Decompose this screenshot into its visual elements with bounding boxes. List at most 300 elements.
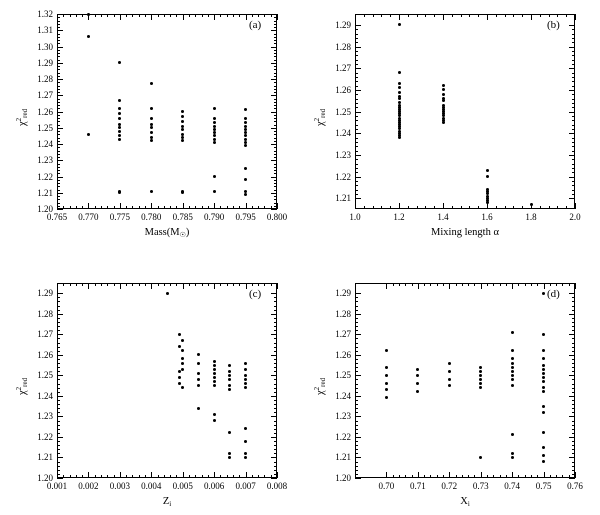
panel-label: (c)	[249, 288, 262, 300]
y-minor-tick	[57, 180, 60, 181]
x-minor-tick	[176, 475, 177, 478]
y-axis-label: $\chi^2_{red}$	[15, 108, 29, 126]
y-minor-tick	[355, 379, 358, 380]
y-minor-tick	[355, 408, 358, 409]
x-tick	[386, 472, 387, 478]
y-minor-tick	[355, 64, 358, 65]
x-minor-tick	[252, 475, 253, 478]
x-minor-tick	[220, 206, 221, 209]
x-tick	[151, 203, 152, 209]
y-tick-label: 1.23	[37, 155, 53, 166]
y-minor-tick	[355, 142, 358, 143]
x-tick	[277, 472, 278, 478]
panel-label: (b)	[547, 19, 560, 31]
y-minor-tick	[572, 449, 575, 450]
y-tick	[57, 293, 63, 294]
y-minor-tick	[274, 203, 277, 204]
y-minor-tick	[274, 27, 277, 28]
y-minor-tick	[57, 338, 60, 339]
x-minor-tick	[381, 206, 382, 209]
y-minor-tick	[274, 183, 277, 184]
x-minor-tick	[474, 475, 475, 478]
y-tick	[355, 25, 361, 26]
y-tick	[271, 177, 277, 178]
y-tick-label: 1.26	[335, 349, 351, 360]
y-minor-tick	[355, 367, 358, 368]
data-point	[542, 372, 545, 375]
x-tick-label: 1.0	[349, 212, 361, 222]
y-minor-tick	[274, 322, 277, 323]
x-minor-tick	[393, 475, 394, 478]
y-minor-tick	[274, 105, 277, 106]
y-tick	[355, 112, 361, 113]
y-tick	[271, 293, 277, 294]
x-minor-tick	[474, 283, 475, 286]
y-minor-tick	[274, 412, 277, 413]
y-minor-tick	[274, 392, 277, 393]
x-tick-label: 0.007	[235, 481, 256, 491]
y-minor-tick	[355, 359, 358, 360]
x-minor-tick	[549, 206, 550, 209]
x-minor-tick	[63, 206, 64, 209]
y-tick	[271, 355, 277, 356]
y-minor-tick	[57, 86, 60, 87]
y-minor-tick	[572, 404, 575, 405]
x-tick	[183, 14, 184, 20]
x-tick-label: 0.795	[235, 212, 256, 222]
y-minor-tick	[274, 92, 277, 93]
x-minor-tick	[537, 475, 538, 478]
y-tick	[271, 437, 277, 438]
x-minor-tick	[101, 283, 102, 286]
x-tick-label: 0.005	[172, 481, 193, 491]
x-minor-tick	[227, 206, 228, 209]
y-minor-tick	[355, 164, 358, 165]
x-tick	[355, 203, 356, 209]
y-tick	[355, 293, 361, 294]
y-minor-tick	[355, 125, 358, 126]
data-point	[442, 84, 445, 87]
y-minor-tick	[572, 29, 575, 30]
x-minor-tick	[496, 206, 497, 209]
x-minor-tick	[556, 475, 557, 478]
y-minor-tick	[572, 400, 575, 401]
x-minor-tick	[417, 206, 418, 209]
x-tick	[544, 472, 545, 478]
y-minor-tick	[57, 190, 60, 191]
y-tick	[271, 95, 277, 96]
x-minor-tick	[82, 283, 83, 286]
data-point	[442, 99, 445, 102]
x-minor-tick	[63, 14, 64, 17]
data-point	[398, 97, 401, 100]
y-minor-tick	[274, 86, 277, 87]
x-minor-tick	[101, 475, 102, 478]
y-minor-tick	[57, 359, 60, 360]
y-minor-tick	[274, 347, 277, 348]
x-minor-tick	[145, 206, 146, 209]
data-point	[511, 349, 514, 352]
y-tick-label: 1.27	[37, 90, 53, 101]
y-minor-tick	[572, 351, 575, 352]
y-minor-tick	[57, 379, 60, 380]
data-point	[486, 175, 489, 178]
x-minor-tick	[95, 206, 96, 209]
x-minor-tick	[443, 475, 444, 478]
data-point	[448, 378, 451, 381]
y-minor-tick	[572, 326, 575, 327]
y-minor-tick	[355, 172, 358, 173]
y-tick-label: 1.21	[335, 193, 351, 204]
y-tick-label: 1.24	[37, 139, 53, 149]
y-minor-tick	[355, 38, 358, 39]
x-minor-tick	[158, 206, 159, 209]
y-minor-tick	[57, 37, 60, 38]
y-minor-tick	[274, 89, 277, 90]
x-minor-tick	[208, 206, 209, 209]
y-minor-tick	[274, 306, 277, 307]
y-minor-tick	[274, 466, 277, 467]
y-minor-tick	[572, 60, 575, 61]
y-minor-tick	[57, 400, 60, 401]
y-minor-tick	[274, 196, 277, 197]
y-minor-tick	[274, 330, 277, 331]
y-minor-tick	[57, 429, 60, 430]
y-minor-tick	[572, 392, 575, 393]
y-minor-tick	[57, 173, 60, 174]
y-minor-tick	[572, 412, 575, 413]
y-tick	[355, 198, 361, 199]
y-minor-tick	[274, 338, 277, 339]
y-minor-tick	[274, 388, 277, 389]
x-axis-label: Mixing length α	[431, 227, 499, 238]
y-minor-tick	[572, 55, 575, 56]
y-tick	[355, 396, 361, 397]
data-point	[213, 419, 216, 422]
y-minor-tick	[572, 64, 575, 65]
x-minor-tick	[434, 14, 435, 17]
y-tick	[271, 47, 277, 48]
data-point	[398, 136, 401, 139]
x-minor-tick	[107, 206, 108, 209]
y-minor-tick	[572, 363, 575, 364]
y-tick	[355, 133, 361, 134]
y-minor-tick	[57, 76, 60, 77]
y-minor-tick	[572, 86, 575, 87]
y-minor-tick	[57, 392, 60, 393]
x-tick	[399, 203, 400, 209]
y-minor-tick	[572, 379, 575, 380]
x-tick	[512, 472, 513, 478]
y-minor-tick	[57, 138, 60, 139]
y-minor-tick	[274, 118, 277, 119]
y-minor-tick	[355, 371, 358, 372]
y-tick	[355, 90, 361, 91]
data-point	[398, 86, 401, 89]
y-minor-tick	[355, 60, 358, 61]
x-tick	[151, 14, 152, 20]
x-minor-tick	[101, 206, 102, 209]
x-minor-tick	[164, 206, 165, 209]
y-axis-label: $\chi^2_{red}$	[15, 377, 29, 395]
x-tick	[246, 14, 247, 20]
y-minor-tick	[355, 159, 358, 160]
y-minor-tick	[355, 351, 358, 352]
x-tick	[151, 283, 152, 289]
y-minor-tick	[274, 141, 277, 142]
y-minor-tick	[572, 338, 575, 339]
y-minor-tick	[274, 367, 277, 368]
y-minor-tick	[57, 60, 60, 61]
data-point	[213, 360, 216, 363]
y-tick	[57, 144, 63, 145]
x-minor-tick	[176, 14, 177, 17]
y-minor-tick	[274, 318, 277, 319]
y-minor-tick	[57, 453, 60, 454]
y-minor-tick	[572, 474, 575, 475]
x-minor-tick	[408, 206, 409, 209]
y-minor-tick	[355, 462, 358, 463]
x-minor-tick	[114, 475, 115, 478]
y-tick	[57, 416, 63, 417]
x-axis-label: $Z_i$	[162, 496, 172, 508]
y-minor-tick	[274, 121, 277, 122]
y-minor-tick	[572, 194, 575, 195]
y-tick	[569, 177, 575, 178]
data-point	[181, 120, 184, 123]
x-minor-tick	[208, 475, 209, 478]
y-minor-tick	[572, 462, 575, 463]
y-minor-tick	[355, 421, 358, 422]
y-tick-label: 1.21	[335, 452, 351, 463]
y-minor-tick	[572, 441, 575, 442]
x-tick-label: 0.74	[504, 481, 521, 491]
y-minor-tick	[57, 449, 60, 450]
y-tick-label: 1.23	[37, 411, 53, 422]
y-minor-tick	[57, 326, 60, 327]
x-minor-tick	[132, 206, 133, 209]
x-minor-tick	[364, 14, 365, 17]
y-tick	[355, 334, 361, 335]
x-minor-tick	[82, 206, 83, 209]
y-minor-tick	[274, 37, 277, 38]
y-tick	[57, 30, 63, 31]
x-tick	[449, 472, 450, 478]
y-minor-tick	[274, 17, 277, 18]
x-minor-tick	[493, 475, 494, 478]
x-minor-tick	[258, 14, 259, 17]
y-minor-tick	[274, 429, 277, 430]
y-minor-tick	[274, 445, 277, 446]
x-minor-tick	[549, 14, 550, 17]
data-point	[150, 190, 153, 193]
y-tick	[271, 416, 277, 417]
x-tick	[214, 283, 215, 289]
y-minor-tick	[274, 108, 277, 109]
y-minor-tick	[355, 190, 358, 191]
x-minor-tick	[195, 14, 196, 17]
y-tick	[57, 177, 63, 178]
y-minor-tick	[57, 408, 60, 409]
x-minor-tick	[493, 283, 494, 286]
data-point	[213, 413, 216, 416]
y-minor-tick	[355, 388, 358, 389]
y-minor-tick	[274, 199, 277, 200]
y-tick-label: 1.28	[37, 74, 53, 84]
y-minor-tick	[57, 105, 60, 106]
y-minor-tick	[274, 43, 277, 44]
data-point	[213, 364, 216, 367]
y-minor-tick	[57, 318, 60, 319]
x-minor-tick	[518, 283, 519, 286]
x-minor-tick	[132, 283, 133, 286]
x-tick	[418, 472, 419, 478]
y-minor-tick	[57, 330, 60, 331]
y-minor-tick	[572, 159, 575, 160]
y-minor-tick	[355, 120, 358, 121]
y-tick	[57, 314, 63, 315]
y-minor-tick	[57, 92, 60, 93]
data-point	[244, 368, 247, 371]
y-minor-tick	[57, 66, 60, 67]
y-minor-tick	[274, 462, 277, 463]
y-minor-tick	[572, 125, 575, 126]
data-point	[244, 374, 247, 377]
y-minor-tick	[57, 445, 60, 446]
y-minor-tick	[57, 388, 60, 389]
x-minor-tick	[227, 14, 228, 17]
y-tick	[57, 396, 63, 397]
y-minor-tick	[57, 425, 60, 426]
y-minor-tick	[274, 425, 277, 426]
y-minor-tick	[57, 347, 60, 348]
x-minor-tick	[233, 206, 234, 209]
x-minor-tick	[202, 14, 203, 17]
x-minor-tick	[373, 206, 374, 209]
y-minor-tick	[274, 404, 277, 405]
x-tick	[277, 283, 278, 289]
x-minor-tick	[126, 206, 127, 209]
x-minor-tick	[518, 475, 519, 478]
y-minor-tick	[274, 60, 277, 61]
y-minor-tick	[274, 131, 277, 132]
y-tick	[569, 112, 575, 113]
y-minor-tick	[57, 69, 60, 70]
x-minor-tick	[107, 14, 108, 17]
data-point	[486, 169, 489, 172]
y-tick	[57, 63, 63, 64]
y-minor-tick	[274, 134, 277, 135]
y-tick	[271, 314, 277, 315]
y-minor-tick	[355, 470, 358, 471]
x-minor-tick	[202, 206, 203, 209]
data-point	[442, 121, 445, 124]
x-minor-tick	[220, 14, 221, 17]
x-minor-tick	[158, 14, 159, 17]
y-tick	[569, 314, 575, 315]
y-minor-tick	[572, 425, 575, 426]
y-minor-tick	[355, 318, 358, 319]
y-minor-tick	[274, 76, 277, 77]
y-minor-tick	[274, 56, 277, 57]
x-tick	[57, 283, 58, 289]
y-tick-label: 1.22	[335, 431, 351, 442]
y-minor-tick	[274, 24, 277, 25]
x-minor-tick	[95, 283, 96, 286]
y-minor-tick	[355, 338, 358, 339]
data-point	[244, 452, 247, 455]
data-point	[213, 175, 216, 178]
y-minor-tick	[572, 306, 575, 307]
y-tick	[271, 63, 277, 64]
y-minor-tick	[274, 379, 277, 380]
y-minor-tick	[57, 183, 60, 184]
x-minor-tick	[95, 475, 96, 478]
data-point	[150, 117, 153, 120]
y-minor-tick	[572, 146, 575, 147]
x-minor-tick	[522, 14, 523, 17]
x-minor-tick	[252, 14, 253, 17]
y-minor-tick	[274, 34, 277, 35]
x-minor-tick	[468, 283, 469, 286]
y-minor-tick	[355, 103, 358, 104]
x-minor-tick	[63, 283, 64, 286]
y-tick	[355, 478, 361, 479]
y-minor-tick	[274, 82, 277, 83]
y-tick	[569, 478, 575, 479]
y-axis-label: $\chi^2_{red}$	[313, 108, 327, 126]
y-minor-tick	[57, 170, 60, 171]
data-point	[442, 93, 445, 96]
x-minor-tick	[176, 206, 177, 209]
data-point	[244, 440, 247, 443]
x-minor-tick	[437, 475, 438, 478]
x-minor-tick	[208, 283, 209, 286]
data-point	[511, 456, 514, 459]
x-minor-tick	[506, 475, 507, 478]
y-tick	[271, 112, 277, 113]
x-tick	[214, 14, 215, 20]
y-tick-label: 1.24	[335, 390, 351, 401]
x-minor-tick	[239, 475, 240, 478]
x-minor-tick	[390, 206, 391, 209]
y-minor-tick	[57, 404, 60, 405]
x-minor-tick	[462, 475, 463, 478]
y-minor-tick	[57, 151, 60, 152]
y-tick-label: 1.29	[37, 288, 53, 299]
x-minor-tick	[537, 283, 538, 286]
y-tick	[569, 457, 575, 458]
x-tick	[575, 283, 576, 289]
x-minor-tick	[176, 283, 177, 286]
y-minor-tick	[355, 392, 358, 393]
y-minor-tick	[355, 330, 358, 331]
y-tick	[57, 355, 63, 356]
y-minor-tick	[57, 89, 60, 90]
y-minor-tick	[57, 367, 60, 368]
data-point	[511, 384, 514, 387]
x-tick	[512, 283, 513, 289]
y-minor-tick	[572, 73, 575, 74]
x-minor-tick	[417, 14, 418, 17]
y-minor-tick	[57, 301, 60, 302]
y-minor-tick	[274, 40, 277, 41]
y-tick-label: 1.23	[335, 149, 351, 160]
y-tick-label: 1.31	[37, 25, 53, 36]
data-point	[448, 370, 451, 373]
x-minor-tick	[164, 14, 165, 17]
x-minor-tick	[126, 283, 127, 286]
